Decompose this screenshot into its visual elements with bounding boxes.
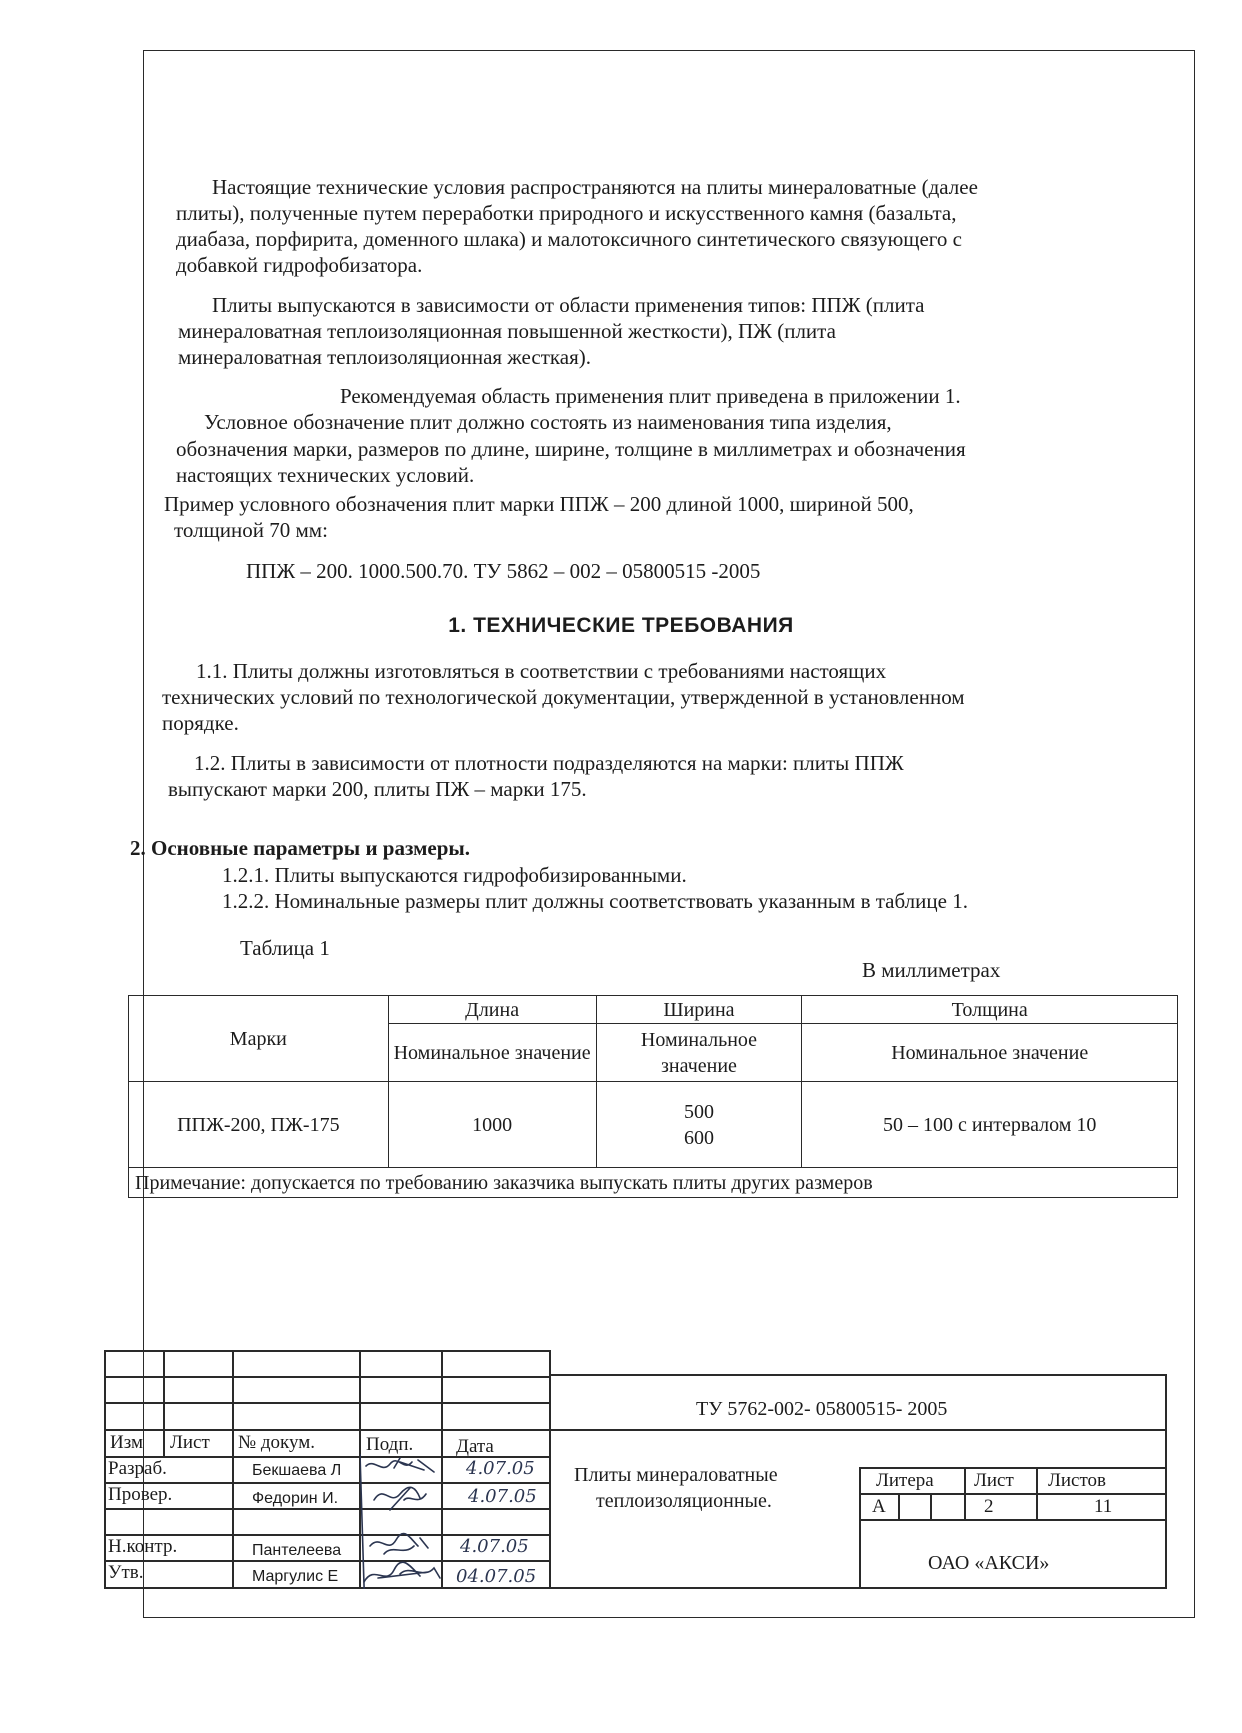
table-caption: Таблица 1 bbox=[240, 936, 330, 960]
row-prover-label: Провер. bbox=[108, 1484, 173, 1505]
intro-p5-line1: Пример условного обозначения плит марки ППЖ – 200 длиной 1000, шириной 500, bbox=[164, 492, 914, 516]
clause-1-2-2: 1.2.2. Номинальные размеры плит должны соответствовать указанным в таблице 1. bbox=[222, 889, 968, 913]
intro-p4-line1: Условное обозначение плит должно состоять из наименования типа изделия, bbox=[204, 410, 892, 434]
subheader-thickness: Номинальное значение bbox=[802, 1024, 1178, 1082]
litera-label: Литера bbox=[876, 1470, 934, 1491]
signatures bbox=[360, 1454, 550, 1589]
litera-value: А bbox=[872, 1496, 886, 1517]
cell-thickness: 50 – 100 с интервалом 10 bbox=[802, 1082, 1178, 1168]
col-izm: Изм bbox=[110, 1432, 143, 1453]
col-doc: № докум. bbox=[238, 1432, 316, 1453]
row-razrab-label: Разраб. bbox=[108, 1458, 167, 1479]
product-name-line1: Плиты минераловатные bbox=[574, 1464, 778, 1486]
section-1-heading: 1. ТЕХНИЧЕСКИЕ ТРЕБОВАНИЯ bbox=[448, 614, 794, 637]
intro-p1-line4: добавкой гидрофобизатора. bbox=[176, 253, 423, 277]
subheader-width: Номинальное значение bbox=[596, 1024, 802, 1082]
intro-p4-line2: обозначения марки, размеров по длине, ширине, толщине в миллиметрах и обозначения bbox=[176, 437, 966, 461]
cell-marki: ППЖ-200, ПЖ-175 bbox=[129, 1082, 389, 1168]
date-nkontr: 4.07.05 bbox=[460, 1536, 529, 1557]
table-note: Примечание: допускается по требованию заказчика выпускать плиты других размеров bbox=[129, 1168, 1178, 1198]
product-name-line2: теплоизоляционные. bbox=[596, 1490, 772, 1512]
sheet-value: 2 bbox=[984, 1496, 994, 1517]
row-nkontr-label: Н.контр. bbox=[108, 1536, 178, 1557]
intro-p2-line1: Плиты выпускаются в зависимости от области применения типов: ППЖ (плита bbox=[212, 293, 925, 317]
date-utv: 04.07.05 bbox=[456, 1566, 537, 1587]
name-nkontr: Пантелеева bbox=[252, 1542, 342, 1559]
sheets-label: Листов bbox=[1048, 1470, 1107, 1491]
name-prover: Федорин И. bbox=[252, 1490, 339, 1507]
cell-width bbox=[596, 1082, 802, 1168]
row-utv-label: Утв. bbox=[108, 1562, 144, 1583]
intro-p2-line3: минераловатная теплоизоляционная жесткая). bbox=[178, 345, 591, 369]
sheets-value: 11 bbox=[1094, 1496, 1113, 1517]
table-units: В миллиметрах bbox=[862, 958, 1001, 982]
intro-p1-line2: плиты), полученные путем переработки природного и искусственного камня (базальта, bbox=[176, 201, 957, 225]
dimensions-table bbox=[128, 995, 1178, 1198]
col-date: Дата bbox=[456, 1436, 494, 1457]
cell-width-value-2: 600 bbox=[683, 1126, 714, 1149]
header-marki: Марки bbox=[129, 996, 389, 1082]
clause-1-2-1: 1.2.1. Плиты выпускаются гидрофобизированными. bbox=[222, 863, 687, 887]
title-block bbox=[104, 1350, 1167, 1589]
clause-1-2-line1: 1.2. Плиты в зависимости от плотности подразделяются на марки: плиты ППЖ bbox=[194, 751, 904, 775]
name-razrab: Бекшаева Л bbox=[252, 1462, 342, 1479]
header-length: Длина bbox=[388, 996, 596, 1024]
section-2-heading: 2. Основные параметры и размеры. bbox=[130, 836, 471, 860]
intro-p1-line3: диабаза, порфирита, доменного шлака) и малотоксичного синтетического связующего с bbox=[176, 227, 962, 251]
intro-p3: Рекомендуемая область применения плит приведена в приложении 1. bbox=[340, 384, 961, 408]
clause-1-1-line3: порядке. bbox=[162, 711, 239, 735]
cell-width-value-1: 500 bbox=[683, 1100, 714, 1123]
designation-example: ППЖ – 200. 1000.500.70. ТУ 5862 – 002 – 05800515 -2005 bbox=[246, 559, 761, 583]
intro-p2-line2: минераловатная теплоизоляционная повышенной жесткости), ПЖ (плита bbox=[178, 319, 836, 343]
col-list: Лист bbox=[170, 1432, 210, 1453]
name-utv: Маргулис Е bbox=[252, 1568, 339, 1585]
subheader-length: Номинальное значение bbox=[388, 1024, 596, 1082]
header-width: Ширина bbox=[596, 996, 802, 1024]
clause-1-1-line2: технических условий по технологической документации, утвержденной в установленном bbox=[162, 685, 965, 709]
cell-length: 1000 bbox=[388, 1082, 596, 1168]
intro-p5-line2: толщиной 70 мм: bbox=[174, 518, 328, 542]
header-thickness: Толщина bbox=[802, 996, 1178, 1024]
intro-p4-line3: настоящих технических условий. bbox=[176, 463, 475, 487]
col-sign: Подп. bbox=[366, 1434, 414, 1455]
organization-name: ОАО «АКСИ» bbox=[928, 1552, 1050, 1574]
document-code: ТУ 5762-002- 05800515- 2005 bbox=[696, 1398, 948, 1420]
date-razrab: 4.07.05 bbox=[466, 1458, 535, 1479]
clause-1-2-line2: выпускают марки 200, плиты ПЖ – марки 175. bbox=[168, 777, 587, 801]
sheet-label: Лист bbox=[974, 1470, 1014, 1491]
intro-p1-line1: Настоящие технические условия распространяются на плиты минераловатные (далее bbox=[212, 175, 978, 199]
clause-1-1-line1: 1.1. Плиты должны изготовляться в соответствии с требованиями настоящих bbox=[196, 659, 887, 683]
date-prover: 4.07.05 bbox=[468, 1486, 537, 1507]
